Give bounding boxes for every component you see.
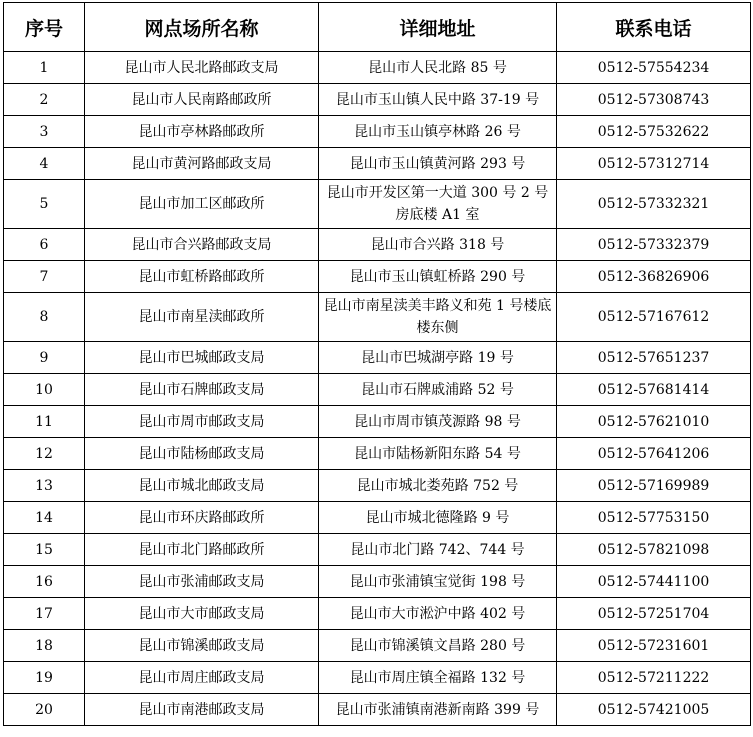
serial-cell: 8 — [4, 293, 85, 342]
phone-cell: 0512-57681414 — [557, 374, 751, 406]
table-row — [4, 694, 751, 726]
phone-cell: 0512-57532622 — [557, 116, 751, 148]
address-cell: 昆山市陆杨新阳东路 54 号 — [319, 438, 557, 470]
phone-cell: 0512-57312714 — [557, 148, 751, 180]
address-cell: 昆山市锦溪镇文昌路 280 号 — [319, 630, 557, 662]
phone-cell: 0512-57332321 — [557, 180, 751, 229]
serial-cell: 7 — [4, 261, 85, 293]
name-cell: 昆山市张浦邮政支局 — [85, 566, 319, 598]
serial-cell: 11 — [4, 406, 85, 438]
address-cell: 昆山市开发区第一大道 300 号 2 号房底楼 A1 室 — [319, 180, 557, 229]
table-row — [4, 598, 751, 630]
address-cell: 昆山市石牌戚浦路 52 号 — [319, 374, 557, 406]
table-row — [4, 470, 751, 502]
phone-cell: 0512-57251704 — [557, 598, 751, 630]
table-row — [4, 662, 751, 694]
phone-cell: 0512-36826906 — [557, 261, 751, 293]
name-cell: 昆山市陆杨邮政支局 — [85, 438, 319, 470]
header-phone: 联系电话 — [557, 3, 751, 52]
address-cell: 昆山市大市淞沪中路 402 号 — [319, 598, 557, 630]
address-cell: 昆山市玉山镇虹桥路 290 号 — [319, 261, 557, 293]
table-row — [4, 566, 751, 598]
serial-cell: 20 — [4, 694, 85, 726]
phone-cell: 0512-57651237 — [557, 342, 751, 374]
name-cell: 昆山市北门路邮政所 — [85, 534, 319, 566]
name-cell: 昆山市人民南路邮政所 — [85, 84, 319, 116]
address-cell: 昆山市张浦镇宝觉街 198 号 — [319, 566, 557, 598]
table-row — [4, 502, 751, 534]
name-cell: 昆山市锦溪邮政支局 — [85, 630, 319, 662]
serial-cell: 14 — [4, 502, 85, 534]
header-address: 详细地址 — [319, 3, 557, 52]
phone-cell: 0512-57821098 — [557, 534, 751, 566]
table-row — [4, 406, 751, 438]
table-row — [4, 261, 751, 293]
phone-cell: 0512-57641206 — [557, 438, 751, 470]
address-cell: 昆山市合兴路 318 号 — [319, 229, 557, 261]
serial-cell: 19 — [4, 662, 85, 694]
serial-cell: 4 — [4, 148, 85, 180]
serial-cell: 17 — [4, 598, 85, 630]
address-cell: 昆山市城北娄苑路 752 号 — [319, 470, 557, 502]
name-cell: 昆山市城北邮政支局 — [85, 470, 319, 502]
address-cell: 昆山市玉山镇黄河路 293 号 — [319, 148, 557, 180]
table-row — [4, 534, 751, 566]
phone-cell: 0512-57231601 — [557, 630, 751, 662]
address-cell: 昆山市巴城湖亭路 19 号 — [319, 342, 557, 374]
serial-cell: 12 — [4, 438, 85, 470]
serial-cell: 5 — [4, 180, 85, 229]
header-row — [4, 3, 751, 52]
phone-cell: 0512-57167612 — [557, 293, 751, 342]
serial-cell: 13 — [4, 470, 85, 502]
address-cell: 昆山市周庄镇全福路 132 号 — [319, 662, 557, 694]
address-cell: 昆山市北门路 742、744 号 — [319, 534, 557, 566]
table-row — [4, 630, 751, 662]
phone-cell: 0512-57332379 — [557, 229, 751, 261]
name-cell: 昆山市合兴路邮政支局 — [85, 229, 319, 261]
name-cell: 昆山市南港邮政支局 — [85, 694, 319, 726]
serial-cell: 1 — [4, 52, 85, 84]
name-cell: 昆山市周庄邮政支局 — [85, 662, 319, 694]
name-cell: 昆山市石牌邮政支局 — [85, 374, 319, 406]
address-cell: 昆山市玉山镇亭林路 26 号 — [319, 116, 557, 148]
name-cell: 昆山市巴城邮政支局 — [85, 342, 319, 374]
table-row — [4, 229, 751, 261]
address-cell: 昆山市南星渎美丰路义和苑 1 号楼底楼东侧 — [319, 293, 557, 342]
table-row — [4, 374, 751, 406]
serial-cell: 18 — [4, 630, 85, 662]
post-office-table — [3, 2, 751, 726]
name-cell: 昆山市黄河路邮政支局 — [85, 148, 319, 180]
table-row — [4, 180, 751, 229]
table-row — [4, 438, 751, 470]
name-cell: 昆山市加工区邮政所 — [85, 180, 319, 229]
serial-cell: 10 — [4, 374, 85, 406]
serial-cell: 2 — [4, 84, 85, 116]
name-cell: 昆山市南星渎邮政所 — [85, 293, 319, 342]
phone-cell: 0512-57554234 — [557, 52, 751, 84]
phone-cell: 0512-57753150 — [557, 502, 751, 534]
phone-cell: 0512-57441100 — [557, 566, 751, 598]
address-cell: 昆山市人民北路 85 号 — [319, 52, 557, 84]
header-serial: 序号 — [4, 3, 85, 52]
phone-cell: 0512-57211222 — [557, 662, 751, 694]
phone-cell: 0512-57169989 — [557, 470, 751, 502]
table-row — [4, 342, 751, 374]
table-row — [4, 84, 751, 116]
serial-cell: 3 — [4, 116, 85, 148]
table-row — [4, 148, 751, 180]
address-cell: 昆山市玉山镇人民中路 37-19 号 — [319, 84, 557, 116]
table-row — [4, 116, 751, 148]
phone-cell: 0512-57421005 — [557, 694, 751, 726]
serial-cell: 16 — [4, 566, 85, 598]
serial-cell: 9 — [4, 342, 85, 374]
name-cell: 昆山市虹桥路邮政所 — [85, 261, 319, 293]
header-name: 网点场所名称 — [85, 3, 319, 52]
phone-cell: 0512-57621010 — [557, 406, 751, 438]
serial-cell: 6 — [4, 229, 85, 261]
name-cell: 昆山市周市邮政支局 — [85, 406, 319, 438]
table-row — [4, 52, 751, 84]
address-cell: 昆山市张浦镇南港新南路 399 号 — [319, 694, 557, 726]
address-cell: 昆山市城北德隆路 9 号 — [319, 502, 557, 534]
name-cell: 昆山市环庆路邮政所 — [85, 502, 319, 534]
name-cell: 昆山市人民北路邮政支局 — [85, 52, 319, 84]
phone-cell: 0512-57308743 — [557, 84, 751, 116]
serial-cell: 15 — [4, 534, 85, 566]
address-cell: 昆山市周市镇茂源路 98 号 — [319, 406, 557, 438]
name-cell: 昆山市亭林路邮政所 — [85, 116, 319, 148]
table-row — [4, 293, 751, 342]
name-cell: 昆山市大市邮政支局 — [85, 598, 319, 630]
